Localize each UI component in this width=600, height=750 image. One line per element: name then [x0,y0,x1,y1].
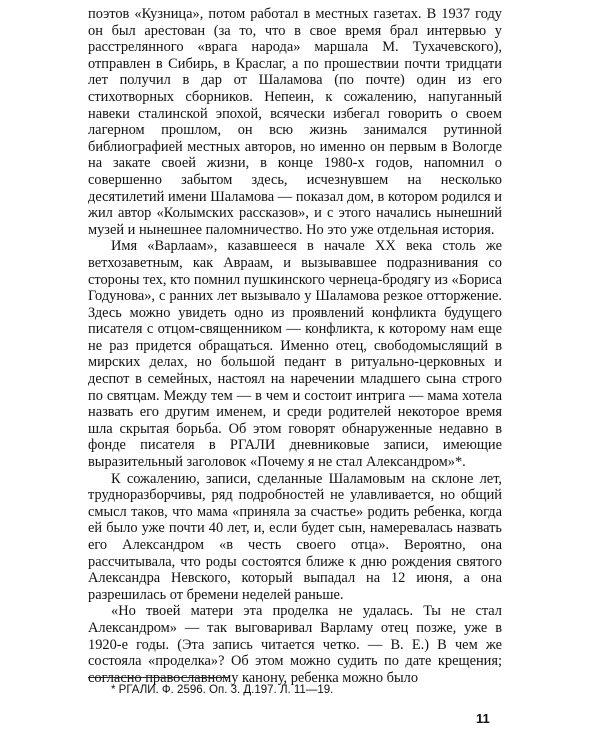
paragraph-4: «Но твоей матери эта проделка не удалась. Ты не стал Александром» — так выговаривал Варламу отец позже, уже в 1920-е годы. (Эта запись читается четко. — В. Е.) В чем же состояла «проделка»? Об этом можно судить по дате крещения; согласно православному канону, ребенка можно было [88,603,502,686]
main-text [88,6,502,686]
page-number: 11 [476,711,490,726]
footnote-divider [88,677,230,678]
paragraph-3: К сожалению, записи, сделанные Шаламовым на склоне лет, трудноразборчивы, ряд подробностей не улавливается, но общий смысл таков, что мама «приняла за счастье» родить ребенка, когда ей было уже почти 40 лет, и, если будет сын, намеревалась назвать его Александром «в честь своего отца». Вероятно, она рассчитывала, что роды состоятся ближе к дню рождения святого Александра Невского, который выпадал на 12 июня, а она разрешилась от бремени неделей раньше. [88,470,502,603]
paragraph-2: Имя «Варлаам», казавшееся в начале XX века столь же ветхозаветным, как Авраам, и вызывавшее подразнивания со стороны тех, кто помнил пушкинского чернеца-бродягу из «Бориса Годунова», с ранних лет вызывало у Шаламова резкое отторжение. Здесь можно увидеть одно из проявлений конфликта будущего писателя с отцом-священником — конфликта, к которому нам еще не раз придется обращаться. Именно отец, свободомыслящий в мирских делах, но большой педант в ритуально-церковных и деспот в семейных, настоял на наречении младшего сына строго по святцам. Между тем — в чем и состоит интрига — мама хотела назвать его другим именем, и среди родителей некоторое время шла скрытая борьба. Об этом говорят обнаруженные недавно в фонде писателя в РГАЛИ дневниковые записи, имеющие выразительный заголовок «Почему я не стал Александром»*. [88,238,502,471]
paragraph-1: поэтов «Кузница», потом работал в местных газетах. В 1937 году он был арестован (за то, что в свое время брал интервью у расстрелянного «врага народа» маршала М. Тухачевского), отправлен в Сибирь, в Краслаг, а по прошествии почти тридцати лет получил в дар от Шаламова (по почте) один из его стихотворных сборников. Непеин, к сожалению, напуганный навеки сталинской эпохой, всячески избегал говорить о своем лагерном прошлом, он всю жизнь занимался рутинной библиографией местных авторов, но именно он первым в Вологде на закате своей жизни, в конце 1980-х годов, напомнил о совершенно забытом здесь, исчезнувшем на несколько десятилетий имени Шаламова — показал дом, в котором родился и жил автор «Колымских рассказов», и с этого начались нынешний музей и нынешнее паломничество. Но это уже отдельная история. [88,6,502,238]
footnote: * РГАЛИ. Ф. 2596. Оп. 3. Д.197. Л. 11—19. [111,684,334,696]
